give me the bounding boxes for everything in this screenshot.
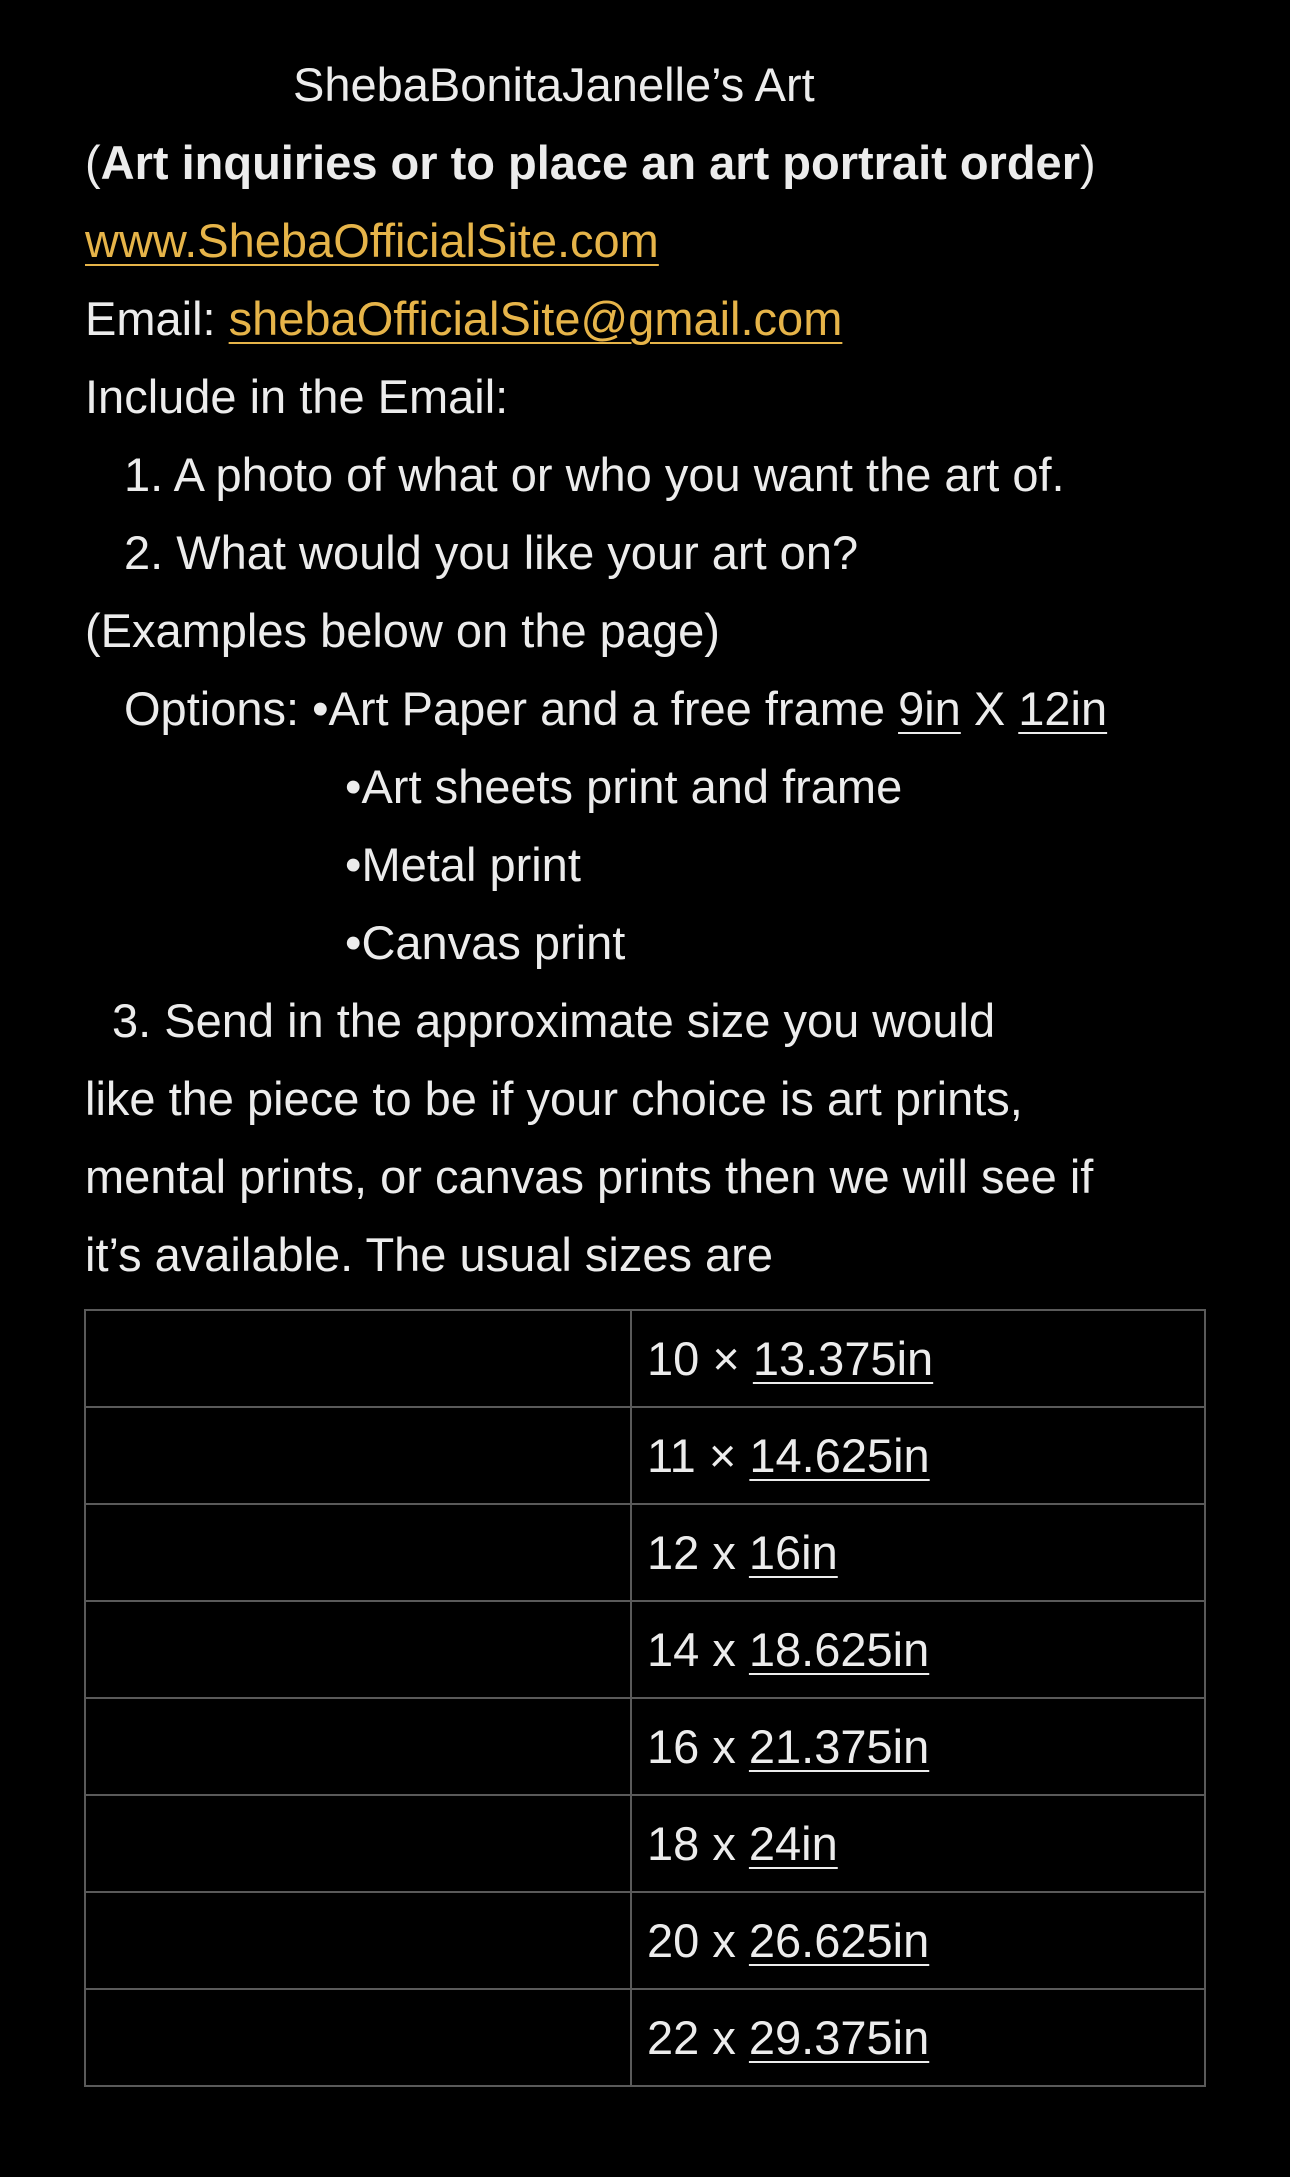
table-row — [85, 1989, 1205, 2086]
table-cell-empty[interactable] — [85, 1698, 631, 1795]
table-row — [85, 1892, 1205, 1989]
list-item-3-line-1: 3. Send in the approximate size you would — [112, 994, 996, 1047]
table-cell-empty[interactable] — [85, 1892, 631, 1989]
table-cell-empty[interactable] — [85, 1989, 631, 2086]
size-prefix: 22 x — [647, 2010, 749, 2064]
table-row — [85, 1698, 1205, 1795]
list-item-3-line-2: like the piece to be if your choice is art prints, — [85, 1072, 1023, 1125]
size-prefix: 12 x — [647, 1525, 749, 1579]
size-value[interactable]: 14.625in — [749, 1428, 930, 1482]
table-cell-empty[interactable] — [85, 1601, 631, 1698]
size-value[interactable]: 13.375in — [752, 1331, 934, 1385]
options-size-width[interactable]: 9in — [898, 682, 961, 735]
table-cell-empty[interactable] — [85, 1504, 631, 1601]
include-heading: Include in the Email: — [85, 370, 509, 423]
table-cell-size[interactable] — [631, 1601, 1205, 1698]
option-bullet: •Canvas print — [345, 916, 626, 969]
table-row — [85, 1310, 1205, 1407]
sizes-table — [84, 1309, 1206, 2087]
table-row — [85, 1601, 1205, 1698]
option-bullet: •Metal print — [345, 838, 581, 891]
size-value[interactable]: 24in — [748, 1816, 838, 1870]
table-cell-size[interactable] — [631, 1698, 1205, 1795]
options-size-height[interactable]: 12in — [1018, 682, 1108, 735]
table-cell-size[interactable] — [631, 1892, 1205, 1989]
size-prefix: 14 x — [647, 1622, 749, 1676]
option-bullet: •Art sheets print and frame — [345, 760, 903, 813]
table-cell-size[interactable] — [631, 1989, 1205, 2086]
table-cell-size[interactable] — [631, 1407, 1205, 1504]
subtitle-open-paren: ( — [85, 136, 101, 189]
list-item-2: 2. What would you like your art on? — [124, 526, 859, 579]
note-title: ShebaBonitaJanelle’s Art — [293, 58, 815, 111]
table-cell-size[interactable] — [631, 1310, 1205, 1407]
table-cell-size[interactable] — [631, 1795, 1205, 1892]
options-label: Options: •Art Paper and a free frame — [124, 682, 899, 735]
size-prefix: 18 x — [647, 1816, 749, 1870]
website-link[interactable]: www.ShebaOfficialSite.com — [85, 214, 659, 267]
options-line — [85, 670, 1225, 748]
table-cell-empty[interactable] — [85, 1407, 631, 1504]
size-value[interactable]: 26.625in — [748, 1913, 930, 1967]
size-prefix: 10 × — [647, 1331, 753, 1385]
table-cell-size[interactable] — [631, 1504, 1205, 1601]
subtitle — [85, 124, 1225, 202]
list-item-1: 1. A photo of what or who you want the art of. — [124, 448, 1065, 501]
size-prefix: 20 x — [647, 1913, 749, 1967]
note-body — [85, 46, 1225, 1294]
table-row — [85, 1795, 1205, 1892]
examples-note: (Examples below on the page) — [85, 604, 720, 657]
size-value[interactable]: 29.375in — [748, 2010, 930, 2064]
options-size-x: X — [960, 682, 1019, 735]
size-value[interactable]: 16in — [748, 1525, 838, 1579]
email-link[interactable]: shebaOfficialSite@gmail.com — [228, 292, 843, 345]
table-row — [85, 1407, 1205, 1504]
list-item-3-line-4: it’s available. The usual sizes are — [85, 1228, 773, 1281]
size-value[interactable]: 21.375in — [748, 1719, 930, 1773]
email-line — [85, 280, 1225, 358]
size-prefix: 16 x — [647, 1719, 749, 1773]
table-row — [85, 1504, 1205, 1601]
subtitle-bold-text: Art inquiries or to place an art portrait order — [100, 136, 1080, 189]
subtitle-close-paren: ) — [1080, 136, 1096, 189]
size-value[interactable]: 18.625in — [748, 1622, 930, 1676]
email-label: Email: — [85, 292, 229, 345]
table-cell-empty[interactable] — [85, 1795, 631, 1892]
list-item-3-line-3: mental prints, or canvas prints then we will see if — [85, 1150, 1094, 1203]
website-line — [85, 202, 1225, 280]
size-prefix: 11 × — [647, 1428, 750, 1482]
table-cell-empty[interactable] — [85, 1310, 631, 1407]
